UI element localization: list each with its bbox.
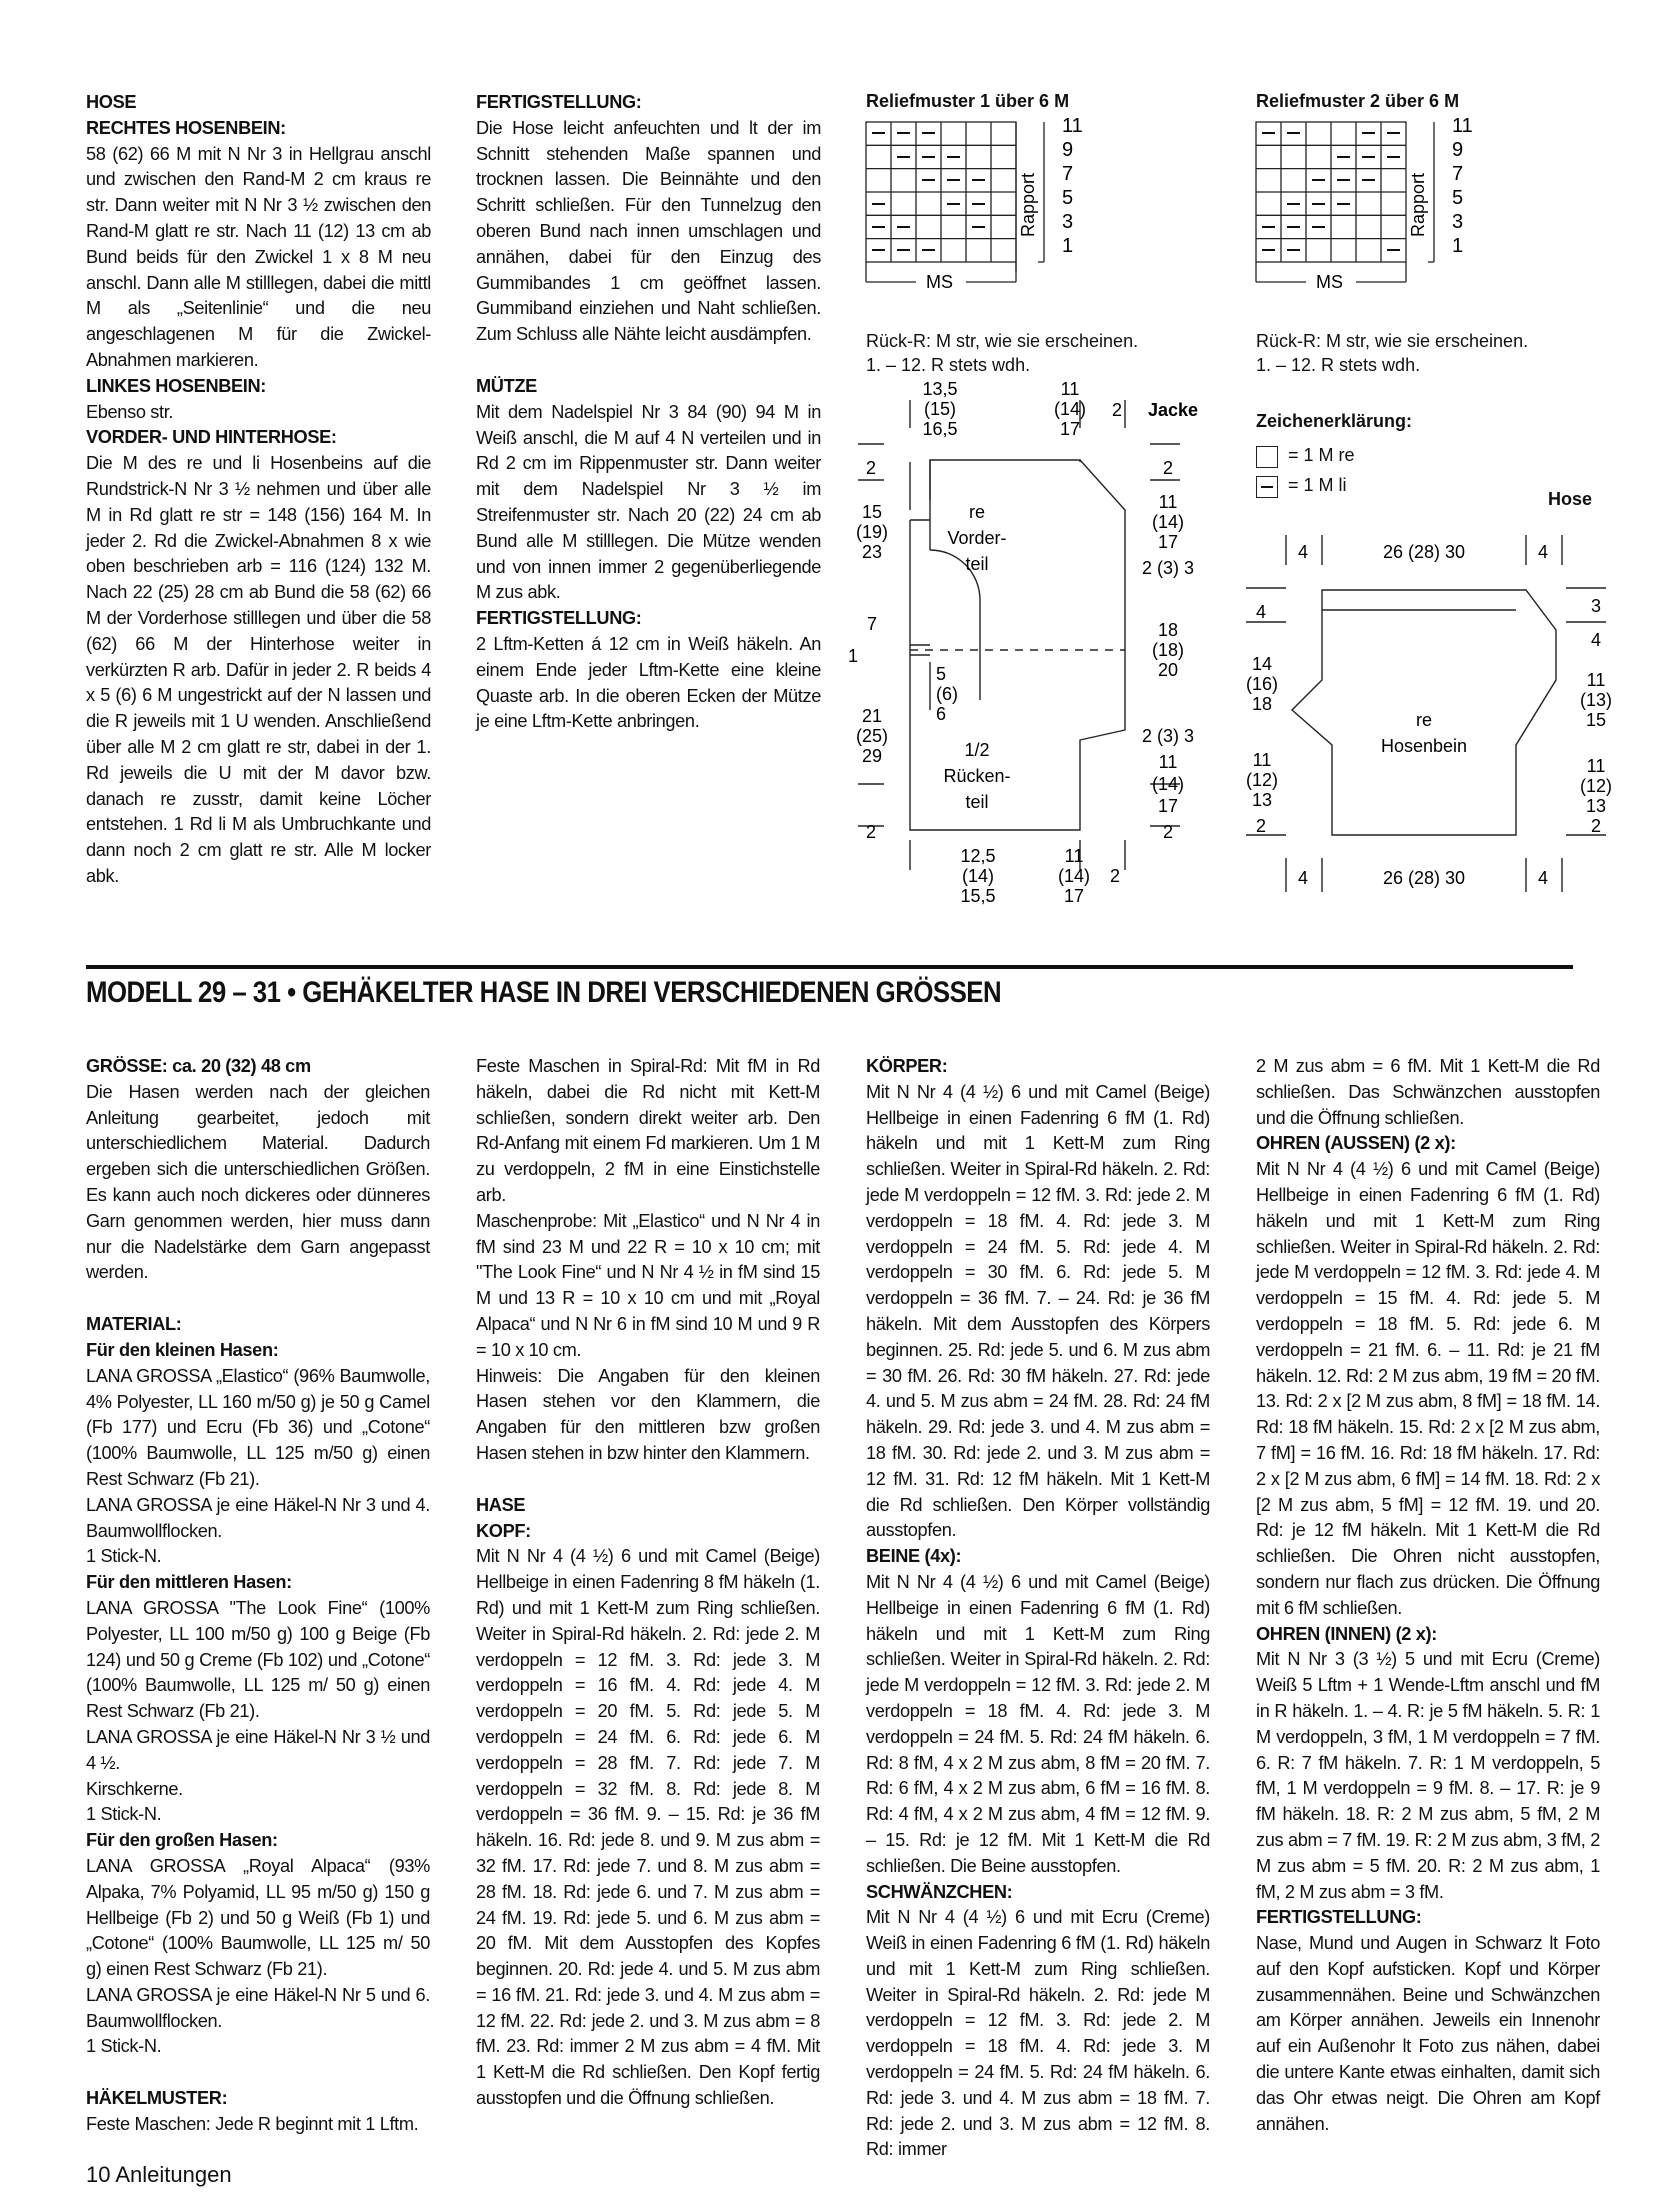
jacke-right-233b: 2 (3) 3 [1141,726,1195,746]
section-heading: MÜTZE [476,375,537,396]
jacke-right-a: 17 [1157,532,1179,552]
jacke-right-b: 18 [1157,620,1179,640]
bottom-column-3 [866,1054,1210,2163]
hose-bot-4r: 4 [1538,868,1549,888]
hose-left-low: (12) [1245,770,1279,790]
jacke-right-a: 11 [1158,492,1178,512]
hose-top-mid: 26 (28) 30 [1382,542,1466,562]
jacke-rueckenteil: 1/2 [964,740,990,760]
top-column-2 [476,90,821,735]
hose-right-a: 11 [1586,670,1606,690]
paragraph: Mit N Nr 3 (3 ½) 5 und mit Ecru (Creme) Weiß 5 Lftm + 1 Wende-Lftm anschl und fM in R häkeln. 1. – 4. R: je 5 fM häkeln. 5. R: 1 M verdoppeln, 3 fM, 1 M verdoppeln = 7 fM. 6. R: 7 fM häkeln. 7. R: 1 M verdoppeln, 5 fM, 1 M verdoppeln = 9 fM. 8. – 17. R: je 9 fM häkeln. 18. R: 2 M zus abm, 5 fM, 2 M zus abm = 7 fM. 19. R: 2 M zus abm, 3 fM, 2 M zus abm = 5 fM. 20. R: 2 M zus abm, 1 fM, 2 M zus abm = 3 fM. [1256,1649,1600,1902]
section-heading: MATERIAL: [86,1314,182,1335]
paragraph: Mit dem Nadelspiel Nr 3 84 (90) 94 M in Weiß anschl, die M auf 4 N verteilen und in Rd 2 cm im Rippenmuster str. Dann weiter mit dem Nadelspiel Nr 3 ½ im Streifenmuster str. Nach 20 (22) 24 cm ab Bund alle M stilllegen. Die Mütze wenden und von innen immer 2 gegenüberliegende M zus abk. [476,401,821,603]
hose-title: Hose [1548,489,1593,509]
relief2-row: 11 [1452,115,1473,137]
jacke-vorderteil: teil [965,554,989,574]
paragraph: LANA GROSSA je eine Häkel-N Nr 5 und 6. Baumwollflocken. [86,1984,430,2031]
section-heading: Für den kleinen Hasen: [86,1339,279,1360]
paragraph: Hinweis: Die Angaben für den kleinen Hasen stehen vor den Klammern, die Angaben für den mittleren bzw großen Hasen stehen in bzw hinter den Klammern. [476,1365,820,1463]
paragraph: Mit N Nr 4 (4 ½) 6 und mit Ecru (Creme) Weiß in einen Fadenring 6 fM (1. Rd) häkeln und mit 1 Kett-M zum Ring schließen. Weiter in Spiral-Rd häkeln. 2. Rd: jede M verdoppeln = 12 fM. 3. Rd: jede 2. M verdoppeln = 18 fM. 4. Rd: jede 3. M verdoppeln = 24 fM. 5. Rd: 24 fM häkeln. 6. Rd: jede 3. und 4. M zus abm = 18 fM. 7. Rd: jede 2. und 3. M zus abm = 12 fM. 8. Rd: immer [866,1907,1210,2160]
paragraph: LANA GROSSA je eine Häkel-N Nr 3 und 4. Baumwollflocken. [86,1494,430,1541]
paragraph: 2 Lftm-Ketten á 12 cm in Weiß häkeln. An einem Ende jeder Lftm-Kette eine kleine Quaste arb. In die oberen Ecken der Mütze je eine Lftm-Kette anbringen. [476,633,821,732]
paragraph: LANA GROSSA je eine Häkel-N Nr 3 ½ und 4 ½. [86,1726,430,1773]
section-heading: HOSE [86,92,137,112]
jacke-bot-right: 17 [1063,886,1085,906]
relief2-title: Reliefmuster 2 über 6 M [1256,91,1460,111]
spacer [476,348,821,374]
section-heading: LINKES HOSENBEIN: [86,375,266,396]
paragraph: 1 Stick-N. [86,1804,162,1825]
paragraph: Die Hose leicht anfeuchten und lt der im Schnitt stehenden Maße spannen und trocknen lassen. Die Beinnähte und den Schritt schließen. Für den Tunnelzug den oberen Bund nach innen umschlagen und annähen, dabei für den Einzug des Gummibandes 1 cm geöffnet lassen. Gummiband einziehen und Naht schließen. Zum Schluss alle Nähte leicht ausdämpfen. [476,117,821,345]
paragraph: Ebenso str. [86,401,174,422]
hose-top-4l: 4 [1298,542,1309,562]
relief2-note2: 1. – 12. R stets wdh. [1256,355,1421,375]
section-heading: SCHWÄNZCHEN: [866,1881,1013,1902]
hose-bot-mid: 26 (28) 30 [1382,868,1466,888]
paragraph: 2 M zus abm = 6 fM. Mit 1 Kett-M die Rd schließen. Das Schwänzchen ausstopfen und die Öffnung schließen. [1256,1056,1600,1128]
paragraph: 58 (62) 66 M mit N Nr 3 in Hellgrau anschl und zwischen den Rand-M 2 cm kraus re str. Dann weiter mit N Nr 3 ½ zwischen den Rand-M glatt re str. Nach 11 (12) 13 cm ab Bund beids für den Zwickel 1 x 8 M neu anschl. Dann alle M stilllegen, dabei die mittl M als „Seitenlinie“ und die neu angeschlagenen M für die Zwickel-Abnahmen markieren. [86,143,431,370]
jacke-left-1: 1 [848,646,859,666]
hose-right-2: 2 [1590,816,1602,836]
section-heading: FERTIGSTELLUNG: [476,92,642,112]
paragraph: Mit N Nr 4 (4 ½) 6 und mit Camel (Beige) Hellbeige in einen Fadenring 8 fM häkeln (1. Rd) und mit 1 Kett-M zum Ring schließen. Weiter in Spiral-Rd häkeln. 2. Rd: jede 2. M verdoppeln = 12 fM. 3. Rd: jede 3. M verdoppeln = 16 fM. 4. Rd: jede 4. M verdoppeln = 20 fM. 5. Rd: jede 5. M verdoppeln = 24 fM. 6. Rd: jede 6. M verdoppeln = 28 fM. 7. Rd: jede 7. M verdoppeln = 32 fM. 8. Rd: jede 8. M verdoppeln = 36 fM. 9. – 15. Rd: je 36 fM häkeln. 16. Rd: jede 8. und 9. M zus abm = 32 fM. 17. Rd: jede 7. und 8. M zus abm = 28 fM. 18. Rd: jede 6. und 7. M zus abm = 24 fM. 19. Rd: jede 5. und 6. M zus abm = 20 fM. Mit dem Ausstopfen des Kopfes beginnen. 20. Rd: jede 4. und 5. M zus abm = 16 fM. 21. Rd: jede 3. und 4. M zus abm = 12 fM. 22. Rd: jede 2. und 3. M zus abm = 8 fM. 23. Rd: immer 2 M zus abm = 4 fM. Mit 1 Kett-M die Rd schließen. Den Kopf fertig ausstopfen und die Öffnung schließen. [476,1546,820,2109]
jacke-left-mid: 23 [861,542,883,562]
hose-left-2: 2 [1256,816,1267,836]
bottom-column-1 [86,1054,430,2138]
jacke-left-7: 7 [866,614,878,634]
hose-top-4r: 4 [1538,542,1549,562]
relief1-note1: Rück-R: M str, wie sie erscheinen. [866,331,1139,351]
jacke-inner-5: 6 [936,704,947,724]
jacke-bot-right: 11 [1064,846,1084,866]
section-heading: RECHTES HOSENBEIN: [86,117,286,138]
paragraph: Nase, Mund und Augen in Schwarz lt Foto auf den Kopf aufsticken. Kopf und Körper zusammennähen. Beine und Schwänzchen am Körper annähen. Jeweils ein Innenohr auf ein Außenohr lt Foto zus nähen, dabei die untere Kante etwas einhalten, damit sich das Ohr etwas neigt. Die Ohren am Kopf annähen. [1256,1933,1600,2134]
paragraph: Mit N Nr 4 (4 ½) 6 und mit Camel (Beige) Hellbeige in einen Fadenring 6 fM (1. Rd) häkeln und mit 1 Kett-M zum Ring schließen. Weiter in Spiral-Rd häkeln. 2. Rd: jede M verdoppeln = 12 fM. 3. Rd: jede 2. M verdoppeln = 18 fM. 4. Rd: jede 3. M verdoppeln = 24 fM. 5. Rd: jede 4. M verdoppeln = 30 fM. 6. Rd: jede 5. M verdoppeln = 36 fM. 7. – 24. Rd: je 36 fM häkeln. Mit dem Ausstopfen des Körpers beginnen. 25. Rd: jede 5. und 6. M zus abm = 30 fM. 26. Rd: 30 fM häkeln. 27. Rd: jede 4. und 5. M zus abm = 24 fM. 28. Rd: 24 fM häkeln. 29. Rd: jede 3. und 4. M zus abm = 18 fM. 30. Rd: jede 2. und 3. M zus abm = 12 fM. 31. Rd: 12 fM häkeln. Mit 1 Kett-M die Rd schließen. Den Körper vollständig ausstopfen. [866,1081,1210,1541]
relief1-row: 11 [1062,115,1083,137]
relief1-rapport: Rapport [1018,172,1038,237]
hose-left-low: 13 [1251,790,1273,810]
jacke-vorderteil: Vorder- [947,528,1007,548]
jacke-top-right: (14) [1053,399,1087,419]
jacke-bot-2: 2 [1110,866,1121,886]
hose-left-mid: (16) [1245,674,1279,694]
legend-re-text: = 1 M re [1288,445,1355,465]
relief1-row: 1 [1062,235,1074,257]
section-heading: FERTIGSTELLUNG: [1256,1907,1422,1928]
jacke-right-b: (18) [1151,640,1185,660]
relief2-row: 9 [1452,139,1464,161]
hose-right-4: 4 [1590,630,1602,650]
paragraph: Mit N Nr 4 (4 ½) 6 und mit Camel (Beige) Hellbeige in einen Fadenring 6 fM (1. Rd) häkeln und mit 1 Kett-M zum Ring schließen. Weiter in Spiral-Rd häkeln. 2. Rd: jede M verdoppeln = 12 fM. 3. Rd: jede 4. M verdoppeln = 15 fM. 4. Rd: jede 5. M verdoppeln = 18 fM. 5. Rd: jede 6. M verdoppeln = 21 fM. 6. – 11. Rd: je 21 fM häkeln. 12. Rd: 2 M zus abm, 19 fM = 20 fM. 13. Rd: 2 x [2 M zus abm, 8 fM] = 18 fM. 14. Rd: 18 fM häkeln. 15. Rd: 2 x [2 M zus abm, 7 fM] = 16 fM. 16. Rd: 18 fM häkeln. 17. Rd: 2 x [2 M zus abm, 6 fM] = 14 fM. 18. Rd: 2 x [2 M zus abm, 5 fM] = 12 fM. 19. und 20. Rd: je 12 fM häkeln. Mit 1 Kett-M die Rd schließen. Die Ohren nicht ausstopfen, sondern nur flach zus drücken. Die Öffnung mit 6 fM schließen. [1256,1159,1600,1618]
relief1-row: 5 [1062,187,1074,209]
paragraph: Feste Maschen in Spiral-Rd: Mit fM in Rd häkeln, dabei die Rd nicht mit Kett-M schließen, sondern direkt weiter arb. Den Rd-Anfang mit einem Fd markieren. Um 1 M zu verdoppeln, 2 fM in eine Einstichstelle arb. [476,1056,820,1205]
jacke-left-2a: 2 [866,458,877,478]
page-footer: 10 Anleitungen [86,2162,232,2187]
relief1-ms: MS [926,272,953,292]
jacke-left-mid: (19) [855,522,889,542]
relief2-row: 7 [1452,163,1464,185]
hose-right-b: 11 [1586,756,1606,776]
relief1-row: 7 [1062,163,1074,185]
hose-schematic [1226,530,1626,910]
hose-right-b: 13 [1585,796,1607,816]
relief2-row: 3 [1452,211,1464,233]
relief1-row: 9 [1062,139,1074,161]
hose-left-mid: 14 [1251,654,1273,674]
section-heading: OHREN (AUSSEN) (2 x): [1256,1133,1456,1154]
relief1-note2: 1. – 12. R stets wdh. [866,355,1031,375]
relief2-rapport: Rapport [1408,172,1428,237]
hose-bot-4l: 4 [1298,868,1309,888]
jacke-left-2b: 2 [866,822,877,842]
paragraph: Die M des re und li Hosenbeins auf die Rundstrick-N Nr 3 ½ nehmen und über alle M in Rd glatt re str = 148 (156) 164 M. In jeder 2. Rd die Zwickel-Abnahmen 8 x wie oben beschrieben arb = 116 (124) 132 M. Nach 22 (25) 28 cm ab Bund die 58 (62) 66 M der Vorderhose stilllegen und über die 58 (62) 66 M der Hinterhose weiter in verkürzten R arb. Dafür in jeder 2. R beids 4 x 5 (6) 6 M ungestrickt auf der N lassen und die R jeweils mit 1 U wenden. Anschließend über alle M 2 cm glatt re str, dabei in der 1. Rd jeweils die U mit der M davor bzw. danach re zusstr, damit keine Löcher entstehen. 1 Rd li M als Umbruchkante und dann noch 2 cm glatt re str. Alle M locker abk. [86,453,431,886]
jacke-top-right: 17 [1059,419,1081,439]
legend-li-symbol [1256,476,1278,498]
paragraph: Maschenprobe: Mit „Elastico“ und N Nr 4 in fM sind 23 M und 22 R = 10 x 10 cm; mit "The Look Fine“ und N Nr 4 ½ in fM sind 15 M und 13 R = 10 x 10 cm und mit „Royal Alpaca“ und N Nr 6 in fM sind 10 M und 9 R = 10 x 10 cm. [476,1210,820,1360]
section-heading: BEINE (4x): [866,1546,962,1567]
paragraph: Mit N Nr 4 (4 ½) 6 und mit Camel (Beige) Hellbeige in einen Fadenring 6 fM (1. Rd) häkeln und mit 1 Kett-M zum Ring schließen. Weiter in Spiral-Rd häkeln. 2. Rd: jede M verdoppeln = 12 fM. 3. Rd: jede 2. M verdoppeln = 18 fM. 4. Rd: jede 3. M verdoppeln = 24 fM. 5. Rd: 24 fM häkeln. 6. Rd: 8 fM, 4 x 2 M zus abm, 8 fM = 20 fM. 7. Rd: 6 fM, 4 x 2 M zus abm, 6 fM = 16 fM. 8. Rd: 4 fM, 4 x 2 M zus abm, 4 fM = 12 fM. 9. – 15. Rd: je 12 fM. Mit 1 Kett-M die Rd schließen. Die Beine ausstopfen. [866,1571,1210,1876]
jacke-left-low: 21 [861,706,883,726]
model-title: MODELL 29 – 31 • GEHÄKELTER HASE IN DREI VERSCHIEDENEN GRÖSSEN [86,976,1002,1009]
section-heading: KOPF: [476,1520,531,1541]
spacer [86,1286,430,1312]
jacke-bot-left: (14) [961,866,995,886]
jacke-rueckenteil: Rücken- [943,766,1011,786]
hose-left-mid: 18 [1251,694,1273,714]
jacke-schematic [848,379,1250,910]
jacke-title: Jacke [1148,400,1199,420]
jacke-right-c: 17 [1157,796,1179,816]
jacke-top-2: 2 [1112,400,1123,420]
paragraph: 1 Stick-N. [86,2036,162,2057]
section-heading: FERTIGSTELLUNG: [476,608,642,629]
section-heading: Für den großen Hasen: [86,1830,278,1851]
relief1-chart [860,112,1100,312]
relief1-title: Reliefmuster 1 über 6 M [866,91,1070,111]
hose-center: Hosenbein [1380,736,1468,756]
relief2-chart [1250,112,1490,312]
spacer [476,1467,820,1493]
relief2-ms: MS [1316,272,1343,292]
jacke-inner-5: (6) [936,684,958,704]
jacke-top-left: (15) [923,399,957,419]
bottom-column-4 [1256,1054,1600,2137]
jacke-bot-left: 15,5 [960,886,996,906]
jacke-right-c: (14) [1151,774,1185,794]
paragraph: Kirschkerne. [86,1778,183,1799]
jacke-top-left: 13,5 [922,379,958,399]
section-heading: GRÖSSE: ca. 20 (32) 48 cm [86,1056,311,1076]
section-heading: KÖRPER: [866,1056,948,1076]
spacer [86,2060,430,2086]
hose-right-b: (12) [1579,776,1613,796]
jacke-inner-5: 5 [936,664,947,684]
section-rule [86,965,1573,969]
hose-right-a: (13) [1579,690,1613,710]
jacke-right-b: 20 [1157,660,1179,680]
top-column-1 [86,90,431,890]
hose-left-low: 11 [1252,750,1272,770]
jacke-left-low: 29 [861,746,883,766]
jacke-bot-right: (14) [1057,866,1091,886]
paragraph: Die Hasen werden nach der gleichen Anleitung gearbeitet, jedoch mit unterschiedlichem Material. Dadurch ergeben sich die unterschiedlichen Größen. Es kann auch noch dickeres oder dünneres Garn genommen werden, hier muss dann nur die Nadelstärke dem Garn angepasst werden. [86,1081,430,1283]
hose-left-4: 4 [1256,602,1267,622]
section-heading: HÄKELMUSTER: [86,2088,228,2109]
bottom-column-2 [476,1054,820,2112]
jacke-top-left: 16,5 [922,419,958,439]
legend-title: Zeichenerklärung: [1256,411,1413,431]
hose-center: re [1415,710,1433,730]
jacke-top-right: 11 [1060,379,1080,399]
relief2-row: 1 [1452,235,1464,257]
jacke-right-233a: 2 (3) 3 [1141,558,1195,578]
jacke-bot-left: 12,5 [960,846,996,866]
jacke-left-low: (25) [855,726,889,746]
hose-right-a: 15 [1585,710,1607,730]
jacke-left-mid: 15 [861,502,883,522]
paragraph: LANA GROSSA "The Look Fine“ (100% Polyester, LL 100 m/50 g) 100 g Beige (Fb 124) und 50 g Creme (Fb 102) und „Cotone“ (100% Baumwolle, LL 125 m/ 50 g) einen Rest Schwarz (Fb 21). [86,1597,430,1722]
hose-right-3: 3 [1590,596,1602,616]
jacke-vorderteil: re [968,502,986,522]
relief1-row: 3 [1062,211,1074,233]
section-heading: OHREN (INNEN) (2 x): [1256,1623,1437,1644]
paragraph: Feste Maschen: Jede R beginnt mit 1 Lftm. [86,2114,419,2135]
paragraph: LANA GROSSA „Elastico“ (96% Baumwolle, 4% Polyester, LL 160 m/50 g) je 50 g Camel (Fb 177) und Ecru (Fb 36) und „Cotone“ (100% Baumwolle, LL 125 m/50 g) einen Rest Schwarz (Fb 21). [86,1365,430,1489]
section-heading: HASE [476,1494,526,1515]
section-heading: VORDER- UND HINTERHOSE: [86,427,337,448]
legend-li-text: = 1 M li [1288,475,1347,495]
section-heading: Für den mittleren Hasen: [86,1572,292,1593]
paragraph: 1 Stick-N. [86,1546,162,1567]
relief2-row: 5 [1452,187,1464,209]
jacke-right-a: (14) [1151,512,1185,532]
relief2-note1: Rück-R: M str, wie sie erscheinen. [1256,331,1529,351]
jacke-right-2a: 2 [1162,458,1174,478]
jacke-right-c: 11 [1158,752,1178,772]
jacke-right-2b: 2 [1162,822,1174,842]
legend-re-symbol [1256,446,1278,468]
paragraph: LANA GROSSA „Royal Alpaca“ (93% Alpaka, 7% Polyamid, LL 95 m/50 g) 150 g Hellbeige (Fb 2) und 50 g Weiß (Fb 1) und „Cotone“ (100% Baumwolle, LL 125 m/ 50 g) einen Rest Schwarz (Fb 21). [86,1855,430,1980]
jacke-rueckenteil: teil [965,792,989,812]
